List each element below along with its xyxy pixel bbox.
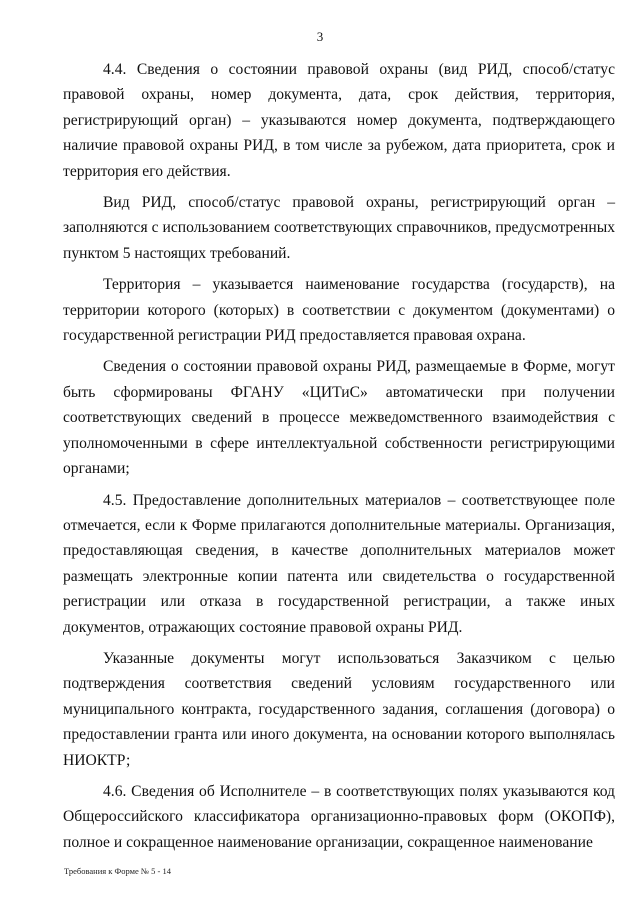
document-body — [63, 57, 615, 861]
page-number: 3 — [316, 29, 324, 44]
footer-note: Требования к Форме № 5 - 14 — [64, 866, 171, 876]
paragraph-4-5: 4.5. Предоставление дополнительных материалов – соответствующее поле отмечается, если к Форме прилагаются дополнительные материалы. Организация, предоставляющая сведения, в качестве дополнительных материалов может размещать электронные копии патента или свидетельства о государственной регистрации или отказа в государственной регистрации, а также иных документов, отражающих состояние правовой охраны РИД. — [63, 491, 615, 636]
paragraph-rid-type: Вид РИД, способ/статус правовой охраны, регистрирующий орган – заполняются с использованием соответствующих справочников, предусмотренных пунктом 5 настоящих требований. — [63, 194, 615, 262]
paragraph-4-4: 4.4. Сведения о состоянии правовой охраны (вид РИД, способ/статус правовой охраны, номер документа, дата, срок действия, территория, регистрирующий орган) – указываются номер документа, подтверждающего наличие правовой охраны РИД, в том числе за рубежом, дата приоритета, срок и территория его действия. — [63, 61, 615, 180]
paragraph-4-6: 4.6. Сведения об Исполнителе – в соответствующих полях указываются код Общероссийского классификатора организационно-правовых форм (ОКОПФ), полное и сокращенное наименование организации, сокращенное наименование — [63, 782, 615, 851]
paragraph-legal-status: Сведения о состоянии правовой охраны РИД, размещаемые в Форме, могут быть сформированы ФГАНУ «ЦИТиС» автоматически при получении соответствующих сведений в процессе межведомственного взаимодействия с уполномоченными в сфере интеллектуальной собственности регистрирующими органами; — [63, 358, 615, 478]
paragraph-territory: Территория – указывается наименование государства (государств), на территории которого (которых) в соответствии с документом (документами) о государственной регистрации РИД предоставляется правовая охрана. — [63, 276, 615, 345]
paragraph-documents-usage: Указанные документы могут использоваться Заказчиком с целью подтверждения соответствия сведений условиям государственного или муниципального контракта, государственного задания, соглашения (договора) о предоставлении гранта или иного документа, на основании которого выполнялась НИОКТР; — [63, 649, 615, 769]
